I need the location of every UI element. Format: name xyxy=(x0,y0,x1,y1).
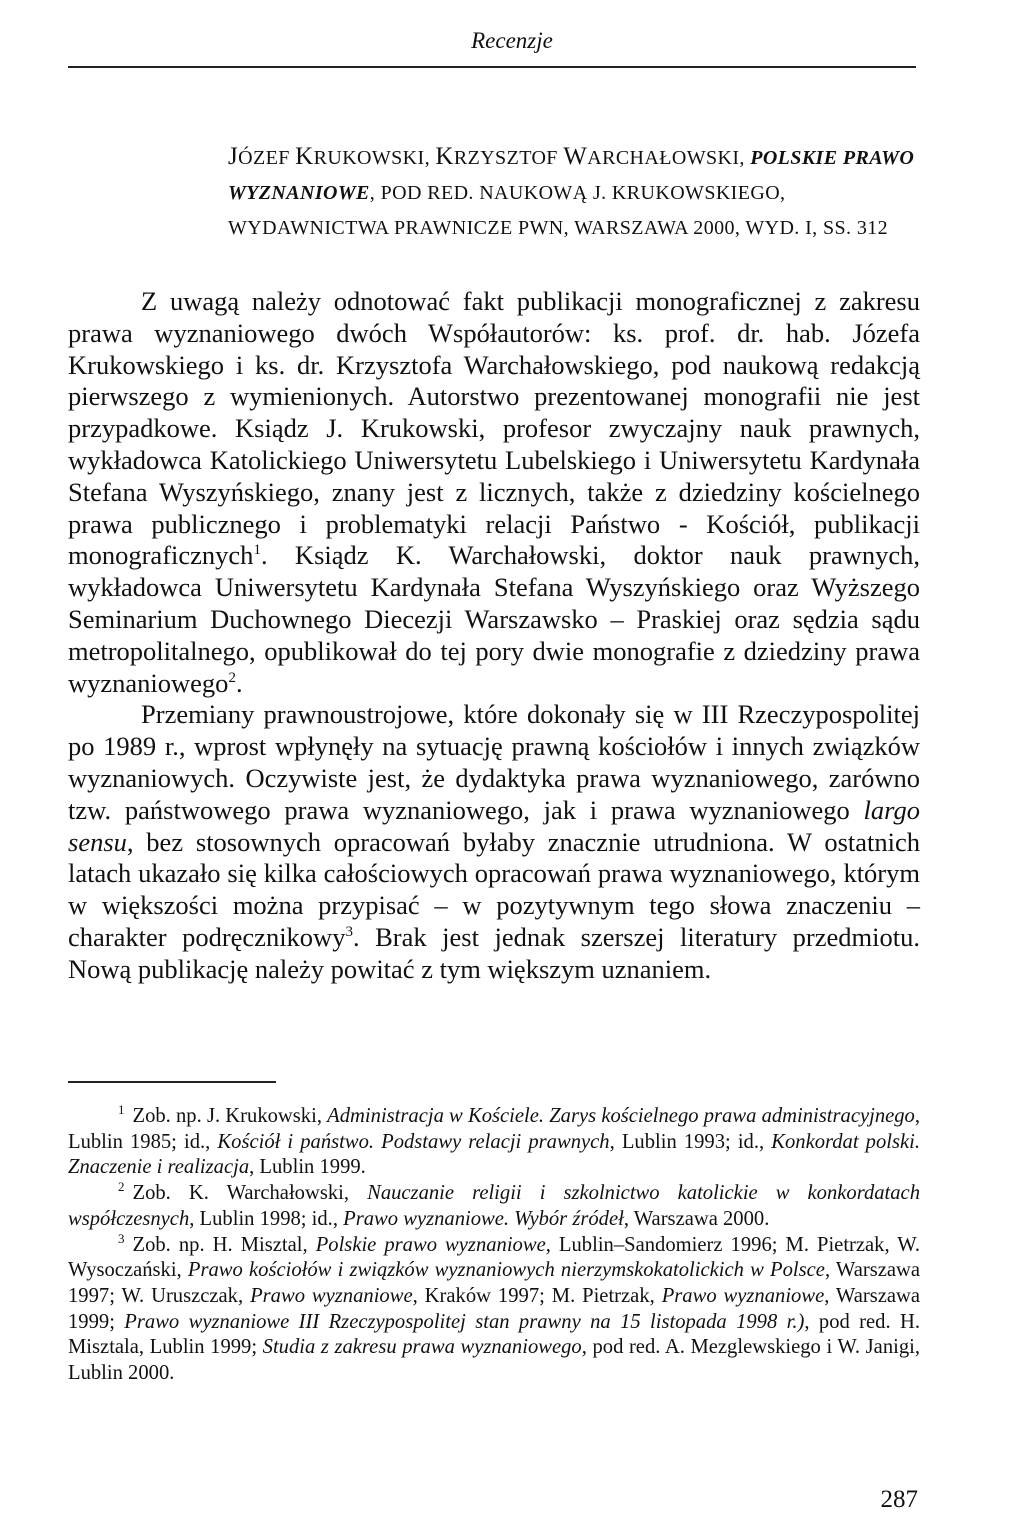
paragraph-1: Z uwagą należy odnotować fakt publikacji monograficznej z zakresu prawa wyznaniowego dwóch Współautorów: ks. prof. dr. hab. Józefa Krukowskiego i ks. dr. Krzysztofa Warchałowskiego, pod naukową redakcją pierwszego z wymienionych. Autorstwo prezentowanej monografii nie jest przypadkowe. Ksiądz J. Krukowski, profesor zwyczajny nauk prawnych, wykładowca Katolickiego Uniwersytetu Lubelskiego i Uniwersytetu Kardynała Stefana Wyszyńskiego, znany jest z licznych, także z dziedziny kościelnego prawa publicznego i problematyki relacji Państwo - Kościół, publikacji monograficznych$^1$. Ksiądz K. Warchałowski, doktor nauk prawnych, wykładowca Uniwersytetu Kardynała Stefana Wyszyńskiego oraz Wyższego Seminarium Duchownego Diecezji Warszawsko – Praskiej oraz sędzia sądu metropolitalnego, opublikował do tej pory dwie monografie z dziedziny prawa wyznaniowego$^2$. xyxy=(68,286,920,698)
footnote-1: $^1$ Zob. np. J. Krukowski, Administracja w Kościele. Zarys kościelnego prawa administracyjnego, Lublin 1985; id., Kościół i państwo. Podstawy relacji prawnych, Lublin 1993; id., Konkordat polski. Znaczenie i realizacja, Lublin 1999. xyxy=(68,1102,921,1179)
review-body xyxy=(68,286,920,986)
running-head: Recenzje xyxy=(471,28,553,53)
footnotes xyxy=(68,1104,920,1387)
footnote-2: $^2$ Zob. K. Warchałowski, Nauczanie religii i szkolnictwo katolickie w konkordatach współczesnych, Lublin 1998; id., Prawo wyznaniowe. Wybór źródeł, Warszawa 2000. xyxy=(68,1179,920,1230)
paragraph-2: Przemiany prawnoustrojowe, które dokonały się w III Rzeczypospolitej po 1989 r., wprost wpłynęły na sytuację prawną kościołów i innych związków wyznaniowych. Oczywiste jest, że dydaktyka prawa wyznaniowego, zarówno tzw. państwowego prawa wyznaniowego, jak i prawa wyznaniowego largo sensu, bez stosownych opracowań byłaby znacznie utrudniona. W ostatnich latach ukazało się kilka całościowych opracowań prawa wyznaniowego, którym w większości można przypisać – w pozytywnym tego słowa znaczeniu – charakter podręcznikowy$^3$. Brak jest jednak szerszej literatury przedmiotu. Nową publikację należy powitać z tym większym uznaniem. xyxy=(68,699,920,984)
footnote-ref-1[interactable]: 1 xyxy=(253,542,261,559)
review-citation: JÓZEF KRUKOWSKI, KRZYSZTOF WARCHAŁOWSKI, POLSKIE PRAWO WYZNANIOWE, POD RED. NAUKOWĄ J. KRUKOWSKIEGO, WYDAWNICTWA PRAWNICZE PWN, WARSZAWA 2000, WYD. I, SS. 312 xyxy=(228,143,915,239)
page-number: 287 xyxy=(880,1486,918,1513)
footnote-rule xyxy=(68,1081,276,1083)
book-title: POLSKIE PRAWO WYZNANIOWE xyxy=(228,147,915,204)
footnote-3: $^3$ Zob. np. H. Misztal, Polskie prawo wyznaniowe, Lublin–Sandomierz 1996; M. Pietrzak, W. Wysoczański, Prawo kościołów i związków wyznaniowych nierzymskokatolickich w Polsce, Warszawa 1997; W. Uruszczak, Prawo wyznaniowe, Kraków 1997; M. Pietrzak, Prawo wyznaniowe, Warszawa 1999; Prawo wyznaniowe III Rzeczypospolitej stan prawny na 15 listopada 1998 r.), pod red. H. Misztala, Lublin 1999; Studia z zakresu prawa wyznaniowego, pod red. A. Mezglewskiego i W. Janigi, Lublin 2000. xyxy=(68,1230,921,1385)
footnote-ref-3[interactable]: 3 xyxy=(345,924,353,941)
footnote-ref-2[interactable]: 2 xyxy=(228,669,236,686)
header-rule xyxy=(68,66,916,68)
